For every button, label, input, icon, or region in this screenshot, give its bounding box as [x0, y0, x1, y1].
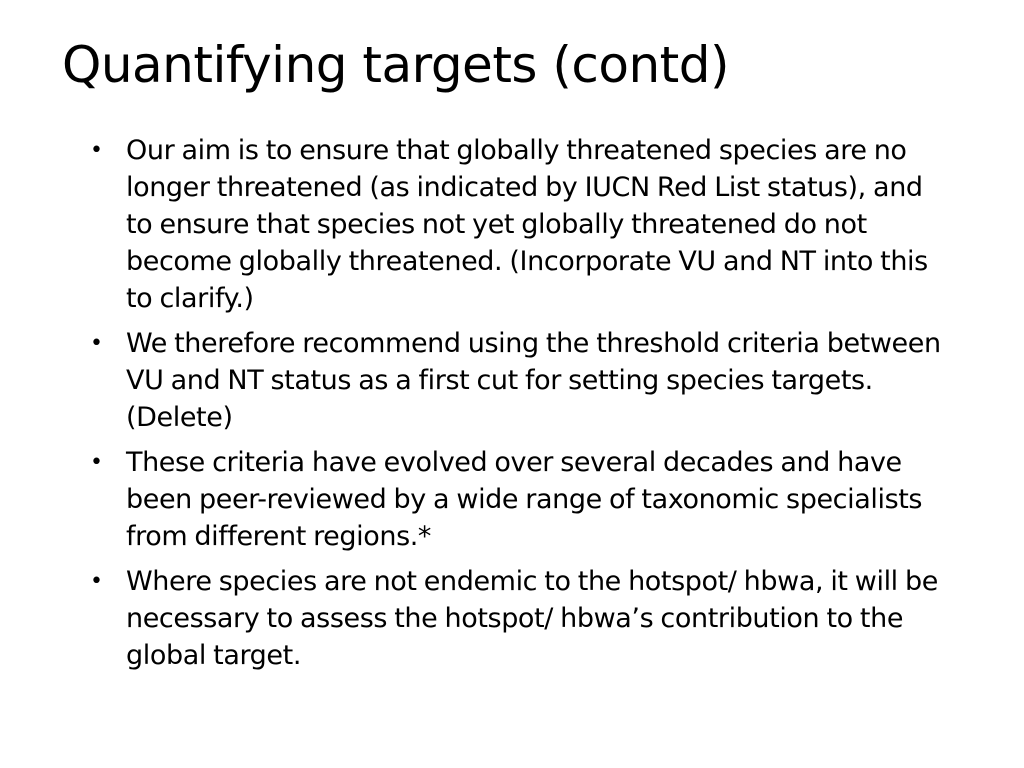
bullet-dot-icon: •	[90, 450, 103, 475]
bullet-item	[86, 325, 954, 436]
bullet-dot-icon: •	[90, 138, 103, 163]
bullet-item	[86, 444, 954, 555]
bullet-text: Where species are not endemic to the hotspot/ hbwa, it will be necessary to assess the hotspot/ hbwa’s contribution to the global target.	[126, 566, 938, 671]
slide-title: Quantifying targets (contd)	[62, 36, 729, 94]
bullet-dot-icon: •	[90, 569, 103, 594]
bullet-list	[86, 132, 954, 682]
bullet-item	[86, 563, 954, 674]
bullet-dot-icon: •	[90, 331, 103, 356]
bullet-text: Our aim is to ensure that globally threatened species are no longer threatened (as indicated by IUCN Red List status), and to ensure that species not yet globally threatened do not become globally threatened. (Incorporate VU and NT into this to clarify.)	[126, 135, 928, 314]
bullet-text: We therefore recommend using the threshold criteria between VU and NT status as a first cut for setting species targets. (Delete)	[126, 328, 941, 433]
bullet-item	[86, 132, 954, 317]
bullet-text: These criteria have evolved over several decades and have been peer-reviewed by a wide range of taxonomic specialists from different regions.*	[126, 447, 923, 552]
